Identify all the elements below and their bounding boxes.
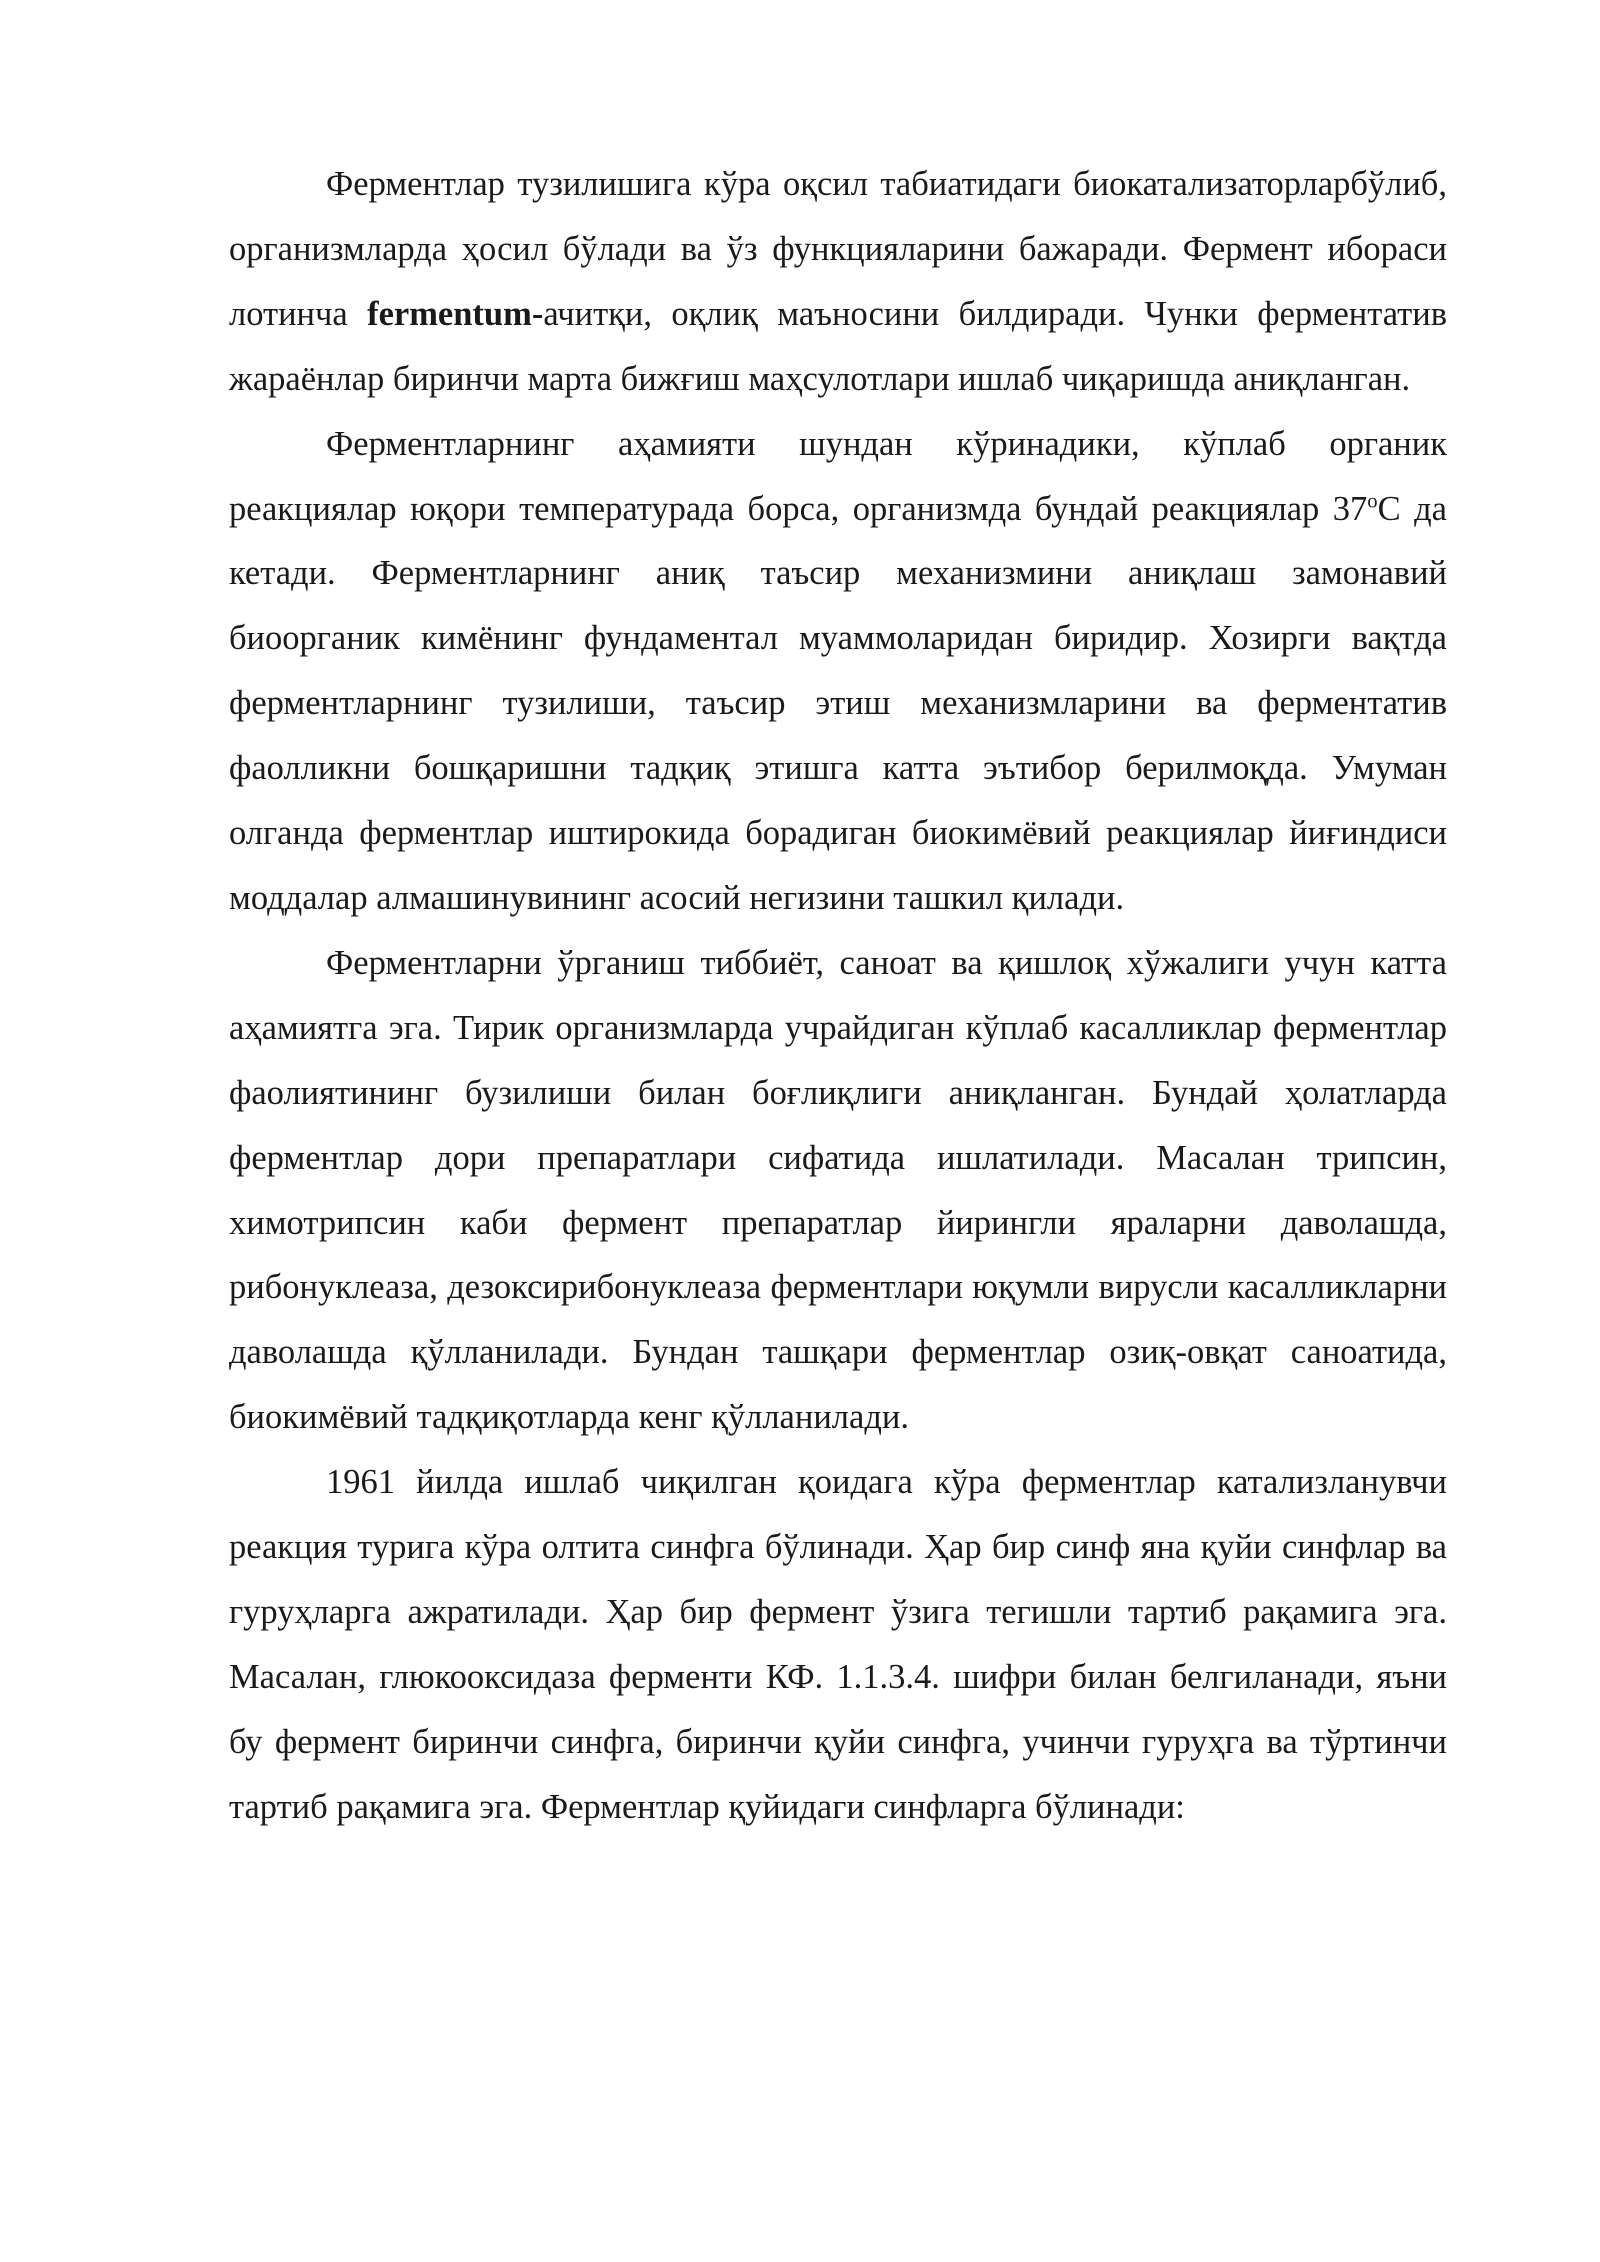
- degree-superscript: o: [1367, 490, 1378, 513]
- paragraph-enzyme-applications: Ферментларни ўрганиш тиббиёт, саноат ва қишлоқ хўжалиги учун катта аҳамиятга эга. Тирик организмларда учрайдиган кўплаб касалликлар ферментлар фаолиятининг бузилиши билан боғлиқлиги аниқланган. Бундай ҳолатларда ферментлар дори препаратлари сифатида ишлатилади. Масалан трипсин, химотрипсин каби фермент препаратлар йирингли яраларни даволашда, рибонуклеаза, дезоксирибонуклеаза ферментлари юқумли вирусли касалликларни даволашда қўлланилади. Бундан ташқари ферментлар озиқ-овқат саноатида, биокимёвий тадқиқотларда кенг қўлланилади.: [229, 943, 1447, 1437]
- paragraph-text: ачитқи, оқлиқ маъносини билдиради. Чунки ферментатив жараёнлар биринчи марта бижғиш маҳсулотлари ишлаб чиқаришда аниқланган.: [229, 294, 1447, 398]
- paragraph-text: С да кетади. Ферментларнинг аниқ таъсир механизмини аниқлаш замонавий биоорганик кимёнинг фундаментал муаммоларидан биридир. Хозирги вақтда ферментларнинг тузилиши, таъсир этиш механизмларини ва ферментатив фаолликни бошқаришни тадқиқ этишга катта эътибор берилмоқда. Умуман олганда ферментлар иштирокида борадиган биокимёвий реакциялар йиғиндиси моддалар алмашинувининг асосий негизини ташкил қилади.: [229, 489, 1447, 917]
- paragraph-enzyme-importance: [229, 412, 1447, 931]
- paragraph-text: Ферментларнинг аҳамияти шундан кўринадики, кўплаб органик реакциялар юқори температурада борса, организмда бундай реакциялар 37: [229, 424, 1447, 528]
- paragraph-enzyme-structure: [229, 152, 1447, 412]
- document-body: [229, 152, 1447, 1840]
- paragraph-enzyme-classification: 1961 йилда ишлаб чиқилган қоидага кўра ферментлар катализланувчи реакция турига кўра олтита синфга бўлинади. Ҳар бир синф яна қуйи синфлар ва гуруҳларга ажратилади. Ҳар бир фермент ўзига тегишли тартиб рақамига эга. Масалан, глюкооксидаза ферменти КФ. 1.1.3.4. шифри билан белгиланади, яъни бу фермент биринчи синфга, биринчи қуйи синфга, учинчи гуруҳга ва тўртинчи тартиб рақамига эга. Ферментлар қуйидаги синфларга бўлинади:: [229, 1463, 1447, 1826]
- paragraph-text: Ферментлар тузилишига кўра оқсил табиатидаги биокатализаторларбўлиб, организмларда ҳосил бўлади ва ўз функцияларини бажаради. Фермент ибораси лотинча: [229, 165, 1447, 333]
- latin-term: fermentum-: [367, 294, 544, 333]
